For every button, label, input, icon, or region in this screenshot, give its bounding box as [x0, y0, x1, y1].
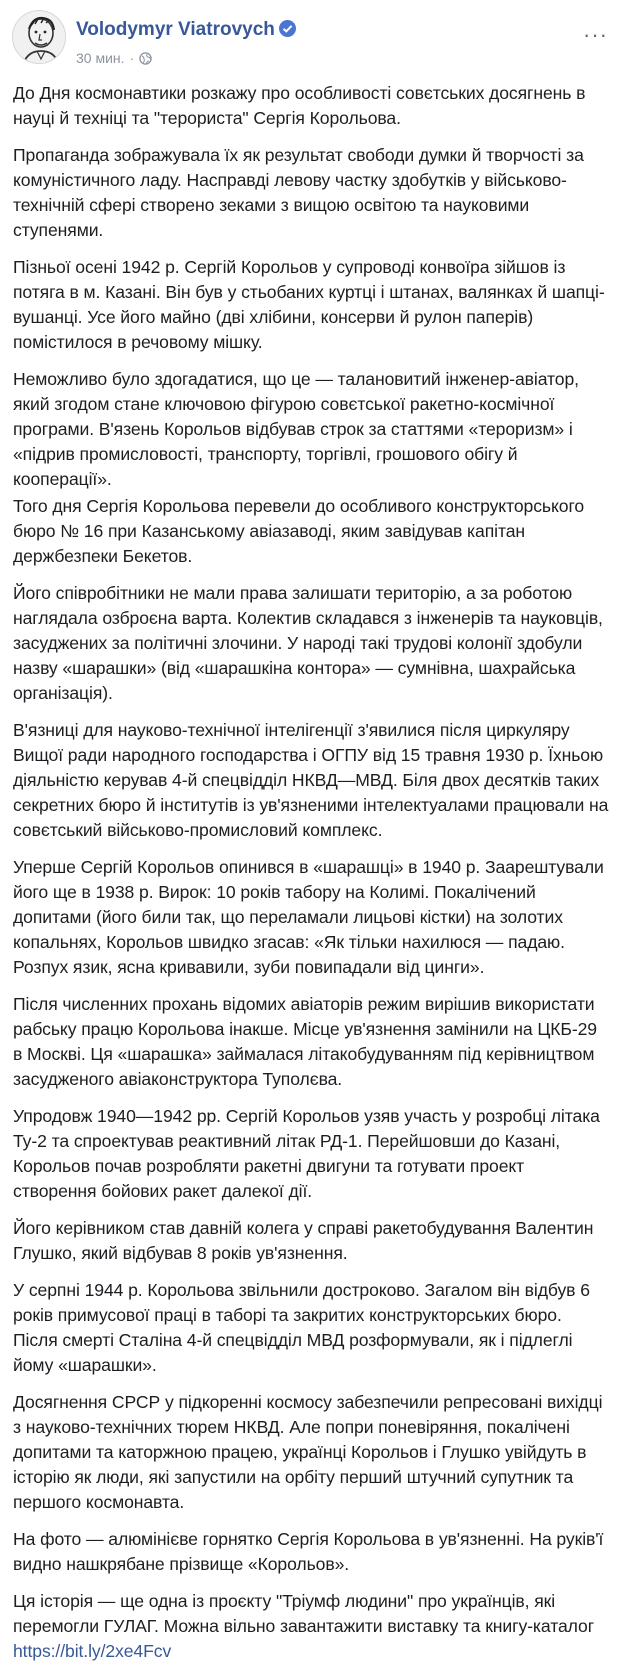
catalog-link[interactable]: https://bit.ly/2xe4Fcv	[13, 1641, 172, 1661]
post-final-paragraph	[13, 1589, 609, 1664]
post-paragraph: Упродовж 1940—1942 рр. Сергій Корольов узяв участь у розробці літака Ту-2 та спроектував реактивний літак РД-1. Перейшовши до Казані, Корольов почав розробляти ракетні двигуни та готувати проект створення бойових ракет далекої дії.	[13, 1106, 600, 1201]
globe-icon[interactable]	[139, 52, 152, 68]
post-paragraph: Його керівником став давній колега у справі ракетобудування Валентин Глушко, який відбував 8 років ув'язнення.	[13, 1218, 594, 1263]
post-paragraph: Після численних прохань відомих авіаторів режим вирішив використати рабську працю Корольова інакше. Місце ув'язнення замінили на ЦКБ-29 в Москві. Ця «шарашка» займалася літакобудуванням під керівництвом засудженого авіаконструктора Туполєва.	[13, 994, 597, 1089]
post-paragraph: Уперше Сергій Корольов опинився в «шарашці» в 1940 р. Заарештували його ще в 1938 р. Вирок: 10 років табору на Колимі. Покалічений допитами (його били так, що переламали лицьові кістки) на золотих копальнях, Корольов швидко згасав: «Як тільки нахилюся — падаю. Розпух язик, ясна кривавили, зуби повипадали від цинги».	[13, 857, 604, 977]
author-name-link[interactable]: Volodymyr Viatrovych	[76, 19, 275, 40]
post-options-button[interactable]: ···	[583, 22, 608, 47]
post-paragraph: Пізньої осені 1942 р. Сергій Корольов у супроводі конвоїра зійшов із потяга в м. Казані. Він був у стьобаних куртці і штанах, валянках й шапці-вушанці. Усе його майно (дві хлібини, консерви й рулон паперів) помістилося в речовому мішку.	[13, 257, 605, 352]
post-paragraph-text: Ця історія — ще одна із проєкту "Тріумф людини" про українців, які перемогли ГУЛАГ. Можна вільно завантажити виставку та книгу-каталог	[13, 1591, 595, 1636]
post-paragraph: Досягнення СРСР у підкоренні космосу забезпечили репресовані вихідці з науково-технічних тюрем НКВД. Але попри поневіряння, покалічені допитами та каторжною працею, українці Корольов і Глушко увійдуть в історію як люди, які запустили на орбіту перший штучний супутник та першого космонавта.	[13, 1392, 603, 1512]
post-paragraph: В'язниці для науково-технічної інтелігенції з'явилися після циркуляру Вищої ради народного господарства і ОГПУ від 15 травня 1930 р. Їхньою діяльністю керував 4-й спецвідділ НКВД—МВД. Біля двох десятків таких секретних бюро й інститутів із ув'язненими інтелектуалами працювали на совєтський військово-промисловий комплекс.	[13, 720, 609, 840]
post-body	[13, 81, 609, 1676]
post-paragraph: Його співробітники не мали права залишати територію, а за роботою наглядала озброєна варта. Колектив складався з інженерів та науковців, засуджених за політичні злочини. У народі такі трудові колонії здобули назву «шарашки» (від «шарашкіна контора» — сумнівна, шахрайська організація).	[13, 583, 603, 703]
post-header	[12, 10, 608, 70]
post-timestamp[interactable]: 30 мин.	[76, 50, 125, 66]
post-paragraph: Неможливо було здогадатися, що це — талановитий інженер-авіатор, який згодом стане ключовою фігурою совєтської ракетно-космічної програми. В'язень Корольов відбував строк за статтями «тероризм» і «підрив промисловості, транспорту, торгівлі, грошового обігу й кооперації».	[13, 369, 579, 489]
author-avatar[interactable]	[12, 10, 66, 64]
post-paragraph: На фото — алюмінієве горнятко Сергія Корольова в ув'язненні. На руків'ї видно нашкрябане прізвище «Корольов».	[13, 1529, 604, 1574]
meta-separator: ·	[129, 50, 135, 66]
post-paragraph: До Дня космонавтики розкажу про особливості совєтських досягнень в науці й техніці та "терориста" Сергія Корольова.	[13, 83, 586, 128]
post-paragraph: У серпні 1944 р. Корольова звільнили достроково. Загалом він відбув 6 років примусової праці в таборі та закритих конструкторських бюро. Після смерті Сталіна 4-й спецвідділ МВД розформували, як і підлеглі йому «шарашки».	[13, 1280, 590, 1375]
post-paragraph: Пропаганда зображувала їх як результат свободи думки й творчості за комуністичного ладу. Насправді левову частку здобутків у військово-технічній сфері створено зеками з вищою освітою та науковими ступенями.	[13, 145, 584, 240]
avatar-portrait-icon	[13, 11, 66, 64]
post-paragraph: Того дня Сергія Корольова перевели до особливого конструкторського бюро № 16 при Казанському авіазаводі, яким завідував капітан держбезпеки Бекетов.	[13, 496, 585, 566]
verified-badge-icon	[279, 20, 296, 37]
author-name-line	[76, 19, 296, 41]
post-meta	[76, 50, 152, 68]
